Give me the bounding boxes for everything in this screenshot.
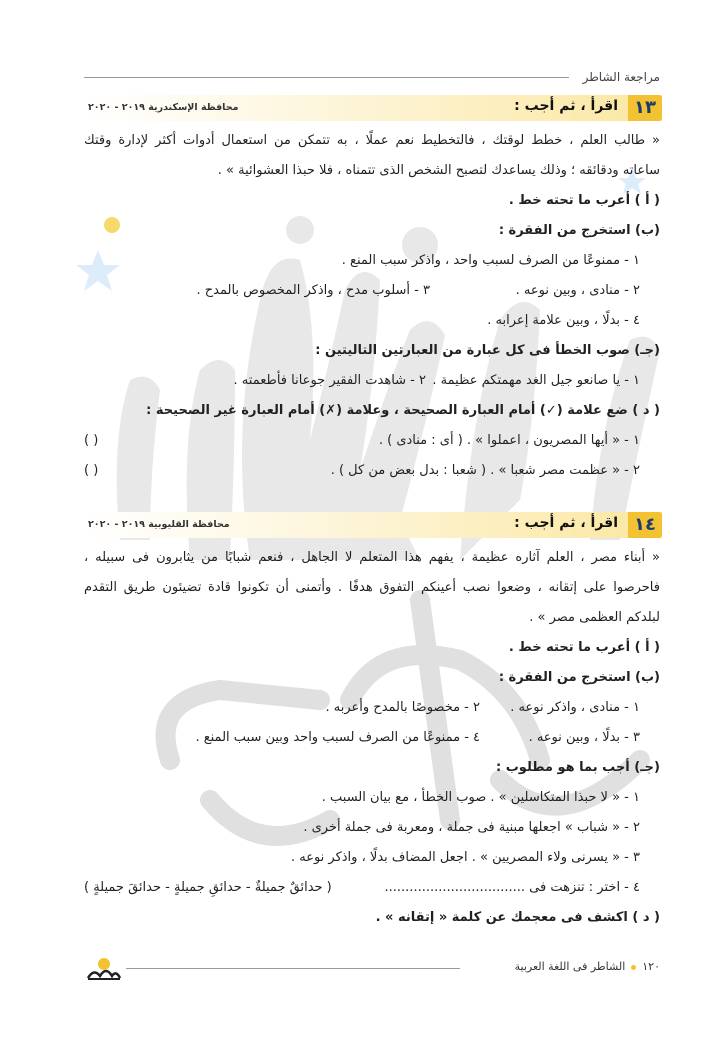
q14-part-a: ( أ ) أعرب ما تحته خط . [508,640,660,655]
q13-d2: ٢ - « عظمت مصر شعبا » . ( شعبا : بدل بعض من كل ) . [330,463,640,478]
q14-b4: ٤ - ممنوعًا من الصرف لسبب واحد وبين سبب المنع . [195,730,480,745]
q14-c3: ٣ - « يسرنى ولاء المصريين » . اجعل المضاف بدلًا ، واذكر نوعه . [290,850,640,865]
q13-d1: ١ - « أيها المصريون ، اعملوا » . ( أى : منادى ) . [378,433,640,448]
question-14-heading: اقرأ ، ثم أجب : [514,515,618,531]
q14-part-b: (ب) استخرج من الفقرة : [498,670,660,685]
q13-b1: ١ - ممنوعًا من الصرف لسبب واحد ، واذكر سبب المنع . [341,253,640,268]
running-header [84,66,660,88]
q13-passage-line-1: « طالب العلم ، خطط لوقتك ، فالتخطيط نعم عملًا ، به تتمكن من استعمال أدوات أكثر لإدارة وقتك [84,133,660,148]
q13-b2-b3-row [84,276,660,306]
question-14-source: محافظة القليوبية ٢٠١٩ - ٢٠٢٠ [88,519,230,530]
publisher-logo-icon [84,956,124,982]
footer-text [515,960,660,973]
question-13-source: محافظة الإسكندرية ٢٠١٩ - ٢٠٢٠ [88,102,239,113]
q14-passage-line-1: « أبناء مصر ، العلم آثاره عظيمة ، يفهم هذا المتعلم لا الجاهل ، فنعم شبابًا من يثابرون فى سبيله ، [84,550,660,565]
q13-part-d: ( د ) ضع علامة (✓) أمام العبارة الصحيحة ، وعلامة (✗) أمام العبارة غير الصحيحة : [146,403,660,418]
header-rule [84,77,569,78]
q14-passage-line-2: فاحرصوا على إتقانه ، وضعوا نصب أعينكم التفوق هدفًا . وأتمنى أن تكونوا قادة تضيئون طريق التقدم [84,580,660,595]
q13-b3: ٣ - أسلوب مدح ، واذكر المخصوص بالمدح . [196,283,430,298]
q14-b3: ٣ - بدلًا ، وبين نوعه . [528,730,640,745]
question-13-heading: اقرأ ، ثم أجب : [514,98,618,114]
footer-bullet-icon [631,965,636,970]
q13-d2-answer-box[interactable]: ( ) [84,463,99,478]
q14-part-d: ( د ) اكشف فى معجمك عن كلمة « إتقانه » . [375,910,660,925]
q13-d2-row [84,456,660,486]
q14-c4-options: ( حدائقٌ جميلةٌ - حدائقِ جميلةٍ - حدائقَ جميلةٍ ) [84,880,332,895]
q13-part-b: (ب) استخرج من الفقرة : [498,223,660,238]
q14-c4: ٤ - اختر : تنزهت فى .................................. [384,880,640,895]
q14-c4-row [84,873,660,903]
question-13-number: ١٣ [628,95,662,121]
q14-b2: ٢ - مخصوصًا بالمدح وأعربه . [325,700,480,715]
footer-book-name: الشاطر فى اللغة العربية [514,960,626,973]
question-14-number: ١٤ [628,512,662,538]
book-title: مراجعة الشاطر [582,70,660,84]
q13-part-c: (جـ) صوب الخطأ فى كل عبارة من العبارتين التاليتين : [315,343,660,358]
question-14-body [84,543,660,933]
footer-rule [126,968,460,969]
question-14-banner [84,512,662,538]
q13-b4: ٤ - بدلًا ، وبين علامة إعرابه . [487,313,640,328]
q14-b1: ١ - منادى ، واذكر نوعه . [510,700,640,715]
q14-c1: ١ - « لا حبذا المتكاسلين » . صوب الخطأ ، مع بيان السبب . [321,790,640,805]
question-13-body [84,126,660,486]
question-13-banner [84,95,662,121]
page-number: ١٢٠ [642,960,660,973]
q14-part-c: (جـ) أجب بما هو مطلوب : [496,760,660,775]
q14-b1-b2-row [84,693,660,723]
q13-part-a: ( أ ) أعرب ما تحته خط . [508,193,660,208]
q13-d1-row [84,426,660,456]
q13-c2: ٢ - شاهدت الفقير جوعانا فأطعمته . [233,373,426,388]
page-footer [84,956,660,982]
q13-d1-answer-box[interactable]: ( ) [84,433,99,448]
q13-passage-line-2: ساعاته ودقائقه ؛ وذلك يساعدك لتصبح الشخص الذى تتمناه ، فلا حبذا العشوائية » . [217,163,660,178]
q14-passage-line-3: لبلدكم العظمى مصر » . [529,610,660,625]
q13-c-row [84,366,660,396]
q13-c1: ١ - يا صانعو جيل الغد مهمتكم عظيمة . [432,373,640,388]
q13-b2: ٢ - منادى ، وبين نوعه . [515,283,640,298]
q14-b3-b4-row [84,723,660,753]
q14-c2: ٢ - « شباب » اجعلها مبنية فى جملة ، ومعربة فى جملة أخرى . [303,820,640,835]
